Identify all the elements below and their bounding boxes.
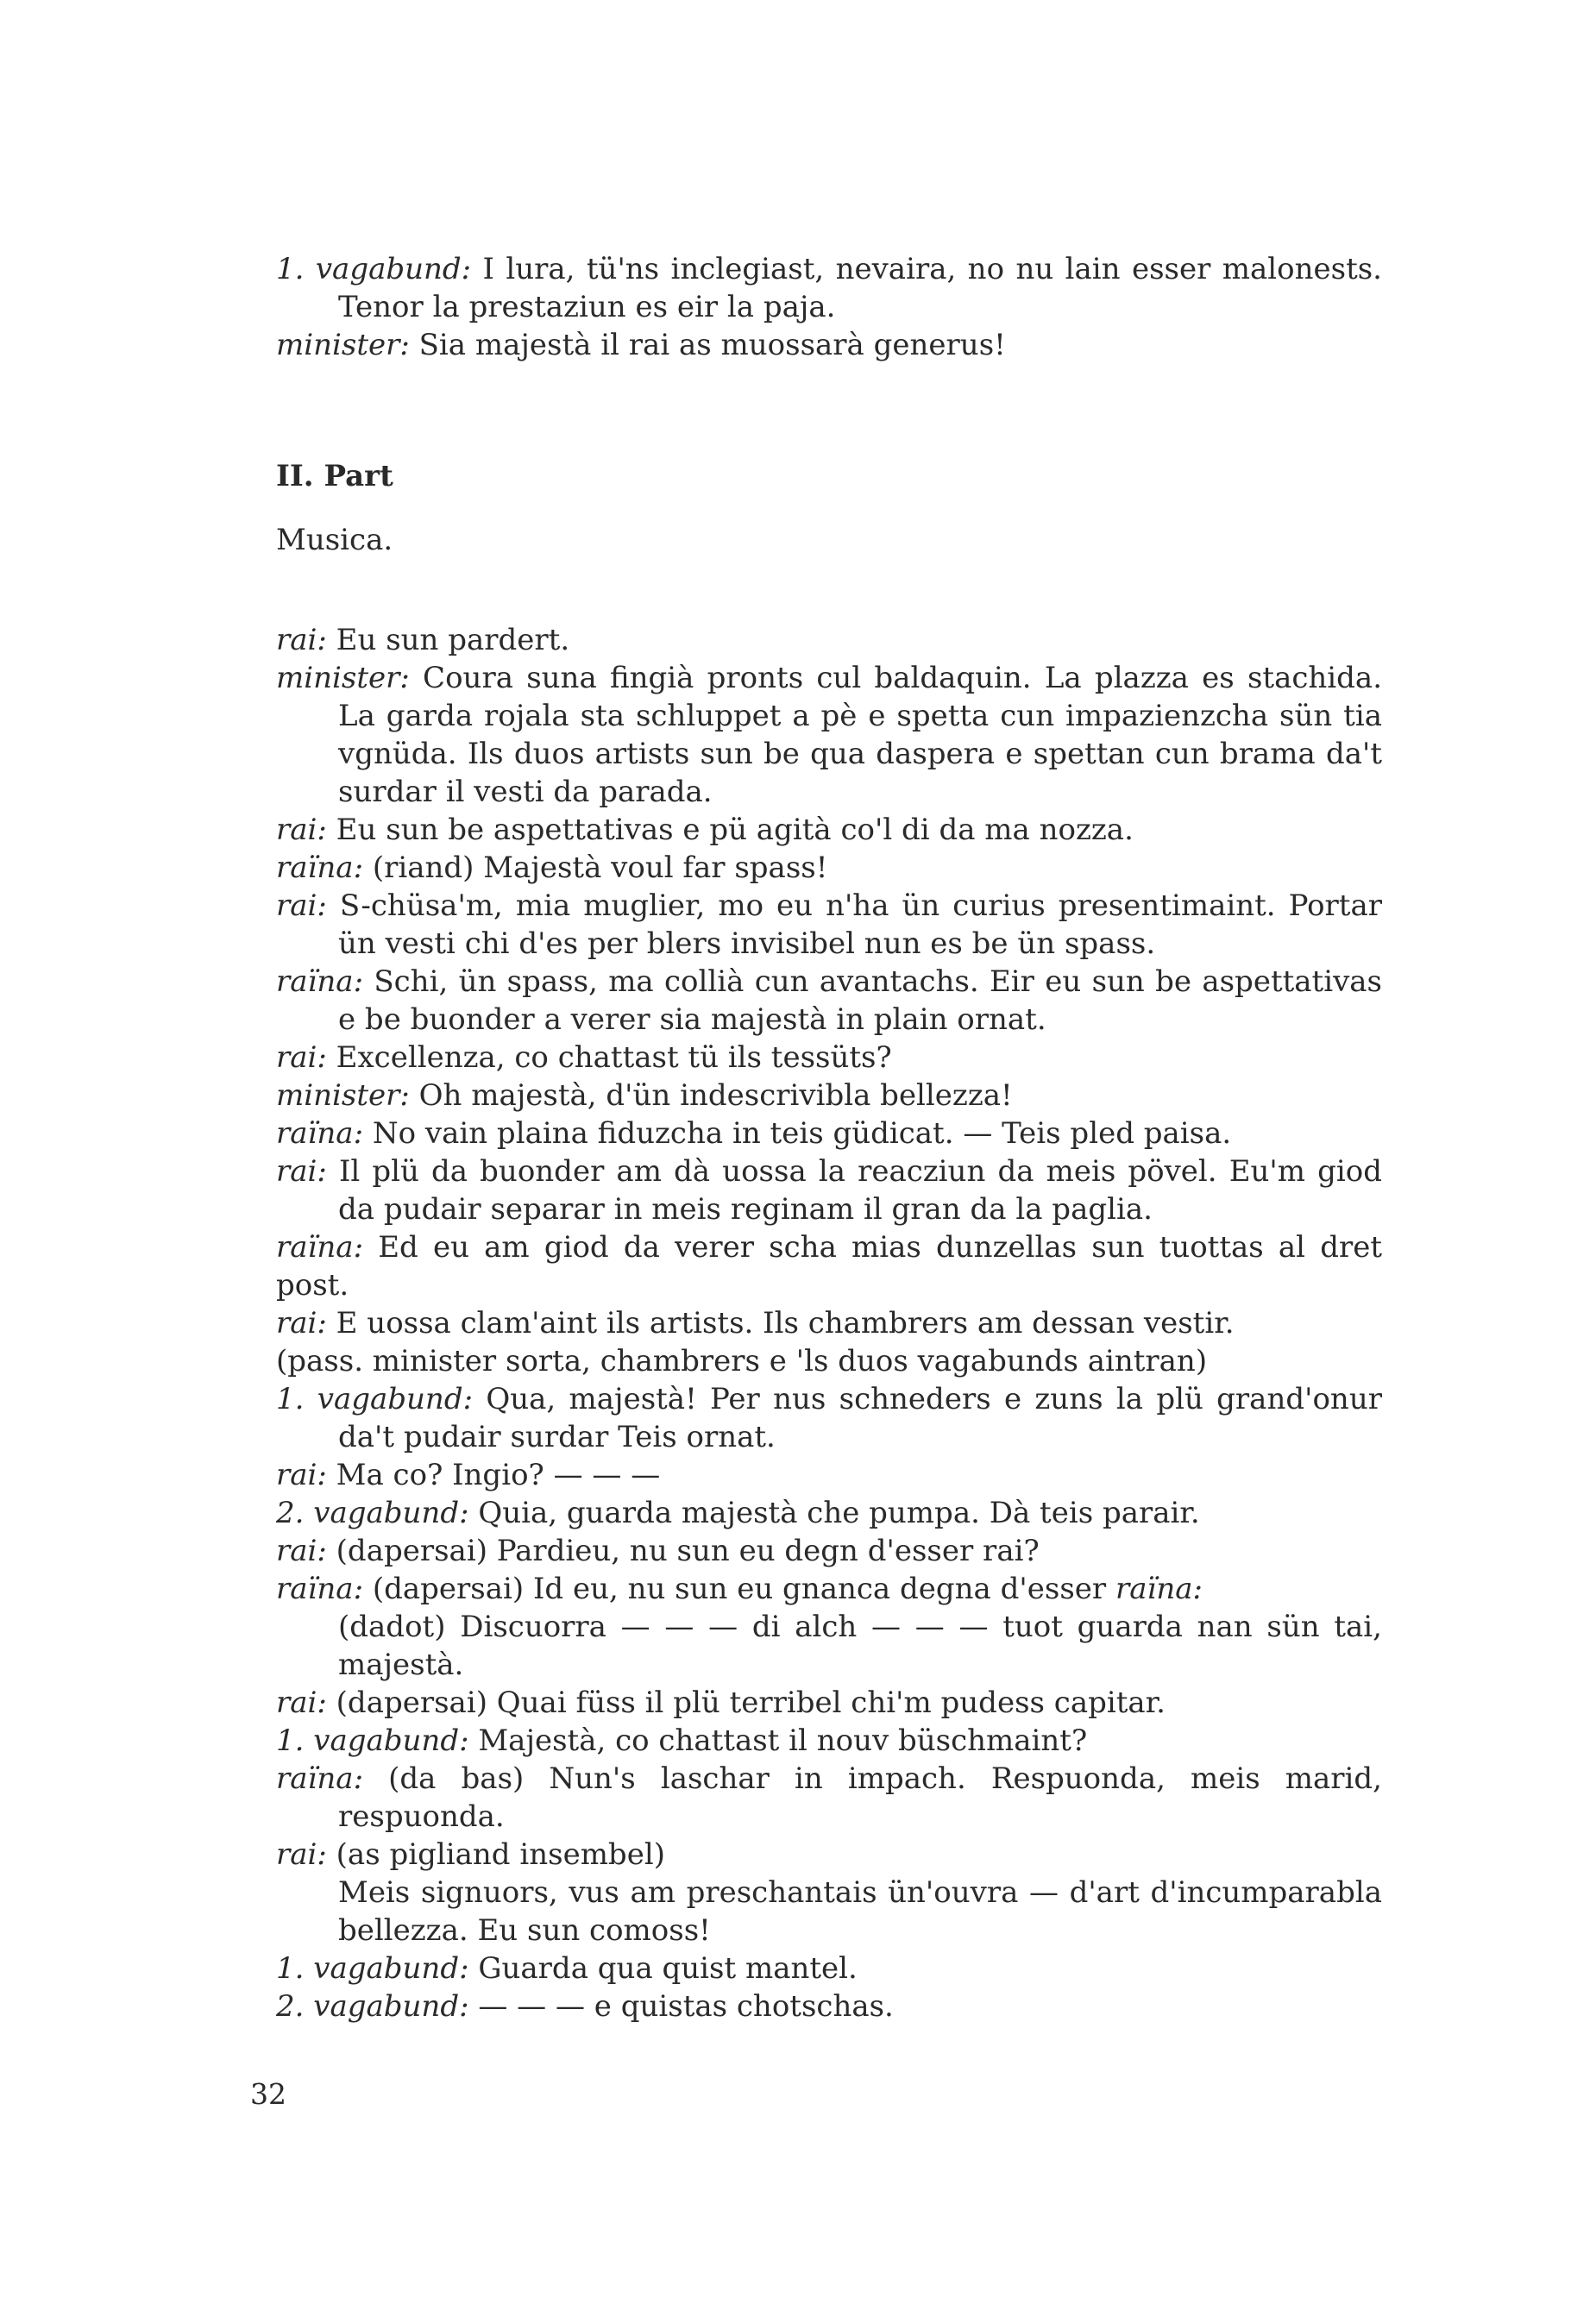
line-text: (as pigliand insembel) bbox=[326, 1837, 665, 1872]
line-text: Guarda qua quist mantel. bbox=[468, 1951, 858, 1986]
dialogue-line bbox=[276, 1228, 1382, 1304]
speaker: rai: bbox=[276, 888, 327, 923]
line-text: Ma co? Ingio? — — — bbox=[326, 1458, 661, 1492]
line-text: (riand) Majestà voul far spass! bbox=[363, 851, 828, 885]
dialogue-line bbox=[276, 659, 1382, 811]
speaker: 1. vagabund: bbox=[276, 252, 472, 286]
speaker: rai: bbox=[276, 1837, 327, 1872]
dialogue-line bbox=[276, 326, 1382, 364]
speaker: 1. vagabund: bbox=[276, 1951, 469, 1986]
dialogue-line bbox=[276, 1039, 1382, 1077]
dialogue-line bbox=[276, 1304, 1382, 1342]
line-text: Coura suna fingià pronts cul baldaquin. La plazza es stachida. La garda rojala sta schluppet a pè e spetta cun impazienzcha sün tia vgnüda. Ils duos artists sun be qua daspera e spettan cun brama da't surdar il vesti da parada. bbox=[338, 661, 1382, 809]
line-text: Majestà, co chattast il nouv büschmaint? bbox=[468, 1724, 1088, 1758]
dialogue-line bbox=[276, 1152, 1382, 1228]
dialogue-line bbox=[276, 621, 1382, 659]
speaker: minister: bbox=[276, 1078, 410, 1113]
line-text: — — — e quistas chotschas. bbox=[468, 1989, 894, 2024]
speaker: raïna: bbox=[276, 1230, 364, 1265]
dialogue-line bbox=[276, 250, 1382, 326]
dialogue-line bbox=[276, 1456, 1382, 1494]
speaker: 2. vagabund: bbox=[276, 1496, 469, 1530]
dialogue-line bbox=[276, 1684, 1382, 1722]
line-text: No vain plaina fiduzcha in teis güdicat. — Teis pled paisa. bbox=[363, 1116, 1232, 1151]
line-text: Ed eu am giod da verer scha mias dunzellas sun tuottas al dret post. bbox=[276, 1230, 1382, 1303]
speaker: rai: bbox=[276, 1306, 327, 1340]
line-text: Meis signuors, vus am preschantais ün'ouvra — d'art d'incumparabla bellezza. Eu sun comoss! bbox=[338, 1875, 1382, 1948]
line-text: E uossa clam'aint ils artists. Ils chambrers am dessan vestir. bbox=[326, 1306, 1235, 1340]
line-text: Sia majestà il rai as muossarà generus! bbox=[409, 328, 1006, 362]
dialogue-line bbox=[276, 1722, 1382, 1760]
speaker: minister: bbox=[276, 328, 410, 362]
dialogue-line bbox=[276, 1380, 1382, 1456]
line-text: Excellenza, co chattast tü ils tessüts? bbox=[326, 1040, 892, 1075]
dialogue-line bbox=[276, 887, 1382, 963]
speaker: rai: bbox=[276, 813, 327, 847]
line-text: S-chüsa'm, mia muglier, mo eu n'ha ün curius presentimaint. Portar ün vesti chi d'es per blers invisibel nun es be ün spass. bbox=[326, 888, 1382, 961]
dialogue-line bbox=[276, 1987, 1382, 2025]
speaker: raïna: bbox=[276, 1761, 364, 1796]
dialogue-line bbox=[276, 811, 1382, 849]
stage-direction: Musica. bbox=[276, 523, 393, 557]
line-text: Eu sun be aspettativas e pü agità co'l di da ma nozza. bbox=[326, 813, 1134, 847]
speaker: rai: bbox=[276, 1040, 327, 1075]
direction-text: (pass. minister sorta, chambrers e 'ls duos vagabunds aintran) bbox=[276, 1344, 1208, 1378]
line-text: Eu sun pardert. bbox=[326, 623, 570, 657]
dialogue-line bbox=[276, 1114, 1382, 1152]
line-text: (dapersai) Id eu, nu sun eu gnanca degna d'esser bbox=[363, 1572, 1115, 1606]
speaker: 2. vagabund: bbox=[276, 1989, 469, 2024]
dialogue-line bbox=[276, 1950, 1382, 1987]
speaker: raïna: bbox=[276, 851, 364, 885]
line-text: Qua, majestà! Per nus schneders e zuns la plü grand'onur da't pudair surdar Teis ornat. bbox=[338, 1382, 1382, 1454]
speaker: raïna: bbox=[276, 1572, 364, 1606]
page-number: 32 bbox=[250, 2077, 286, 2111]
speaker: rai: bbox=[276, 1534, 327, 1568]
speaker: rai: bbox=[276, 1154, 327, 1189]
speaker: 1. vagabund: bbox=[276, 1724, 469, 1758]
speaker: rai: bbox=[276, 1686, 327, 1720]
dialogue-line bbox=[276, 963, 1382, 1039]
speaker-inline: raïna: bbox=[1115, 1572, 1203, 1606]
stage-direction bbox=[276, 1342, 1382, 1380]
dialogue-line bbox=[276, 1760, 1382, 1836]
line-text: Quia, guarda majestà che pumpa. Dà teis parair. bbox=[468, 1496, 1200, 1530]
speaker: raïna: bbox=[276, 964, 364, 999]
line-text: (dapersai) Pardieu, nu sun eu degn d'esser rai? bbox=[326, 1534, 1040, 1568]
line-text: Il plü da buonder am dà uossa la reacziun da meis pövel. Eu'm giod da pudair separar in meis reginam il gran da la paglia. bbox=[326, 1154, 1382, 1227]
line-text: (dapersai) Quai füss il plü terribel chi'm pudess capitar. bbox=[326, 1686, 1166, 1720]
dialogue-line bbox=[276, 1494, 1382, 1532]
line-text: Oh majestà, d'ün indescrivibla bellezza! bbox=[409, 1078, 1013, 1113]
speaker: 1. vagabund: bbox=[276, 1382, 474, 1416]
line-text: Schi, ün spass, ma collià cun avantachs. Eir eu sun be aspettativas e be buonder a verer sia majestà in plain ornat. bbox=[338, 964, 1382, 1037]
speaker: raïna: bbox=[276, 1116, 364, 1151]
line-text: (dadot) Discuorra — — — di alch — — — tuot guarda nan sün tai, majestà. bbox=[338, 1610, 1382, 1682]
speaker: rai: bbox=[276, 1458, 327, 1492]
dialogue-line bbox=[276, 849, 1382, 887]
page-content bbox=[276, 250, 1382, 2025]
line-text: I lura, tü'ns inclegiast, nevaira, no nu lain esser malonests. Tenor la prestaziun es eir la paja. bbox=[338, 252, 1382, 324]
dialogue-continuation bbox=[276, 1608, 1382, 1684]
section-heading: II. Part bbox=[276, 459, 393, 493]
dialogue-line bbox=[276, 1532, 1382, 1570]
dialogue-line bbox=[276, 1570, 1382, 1608]
speaker: minister: bbox=[276, 661, 410, 695]
speaker: rai: bbox=[276, 623, 327, 657]
line-text: (da bas) Nun's laschar in impach. Respuonda, meis marid, respuonda. bbox=[338, 1761, 1382, 1834]
dialogue-line bbox=[276, 1077, 1382, 1114]
dialogue-continuation bbox=[276, 1874, 1382, 1950]
dialogue-line bbox=[276, 1836, 1382, 1874]
